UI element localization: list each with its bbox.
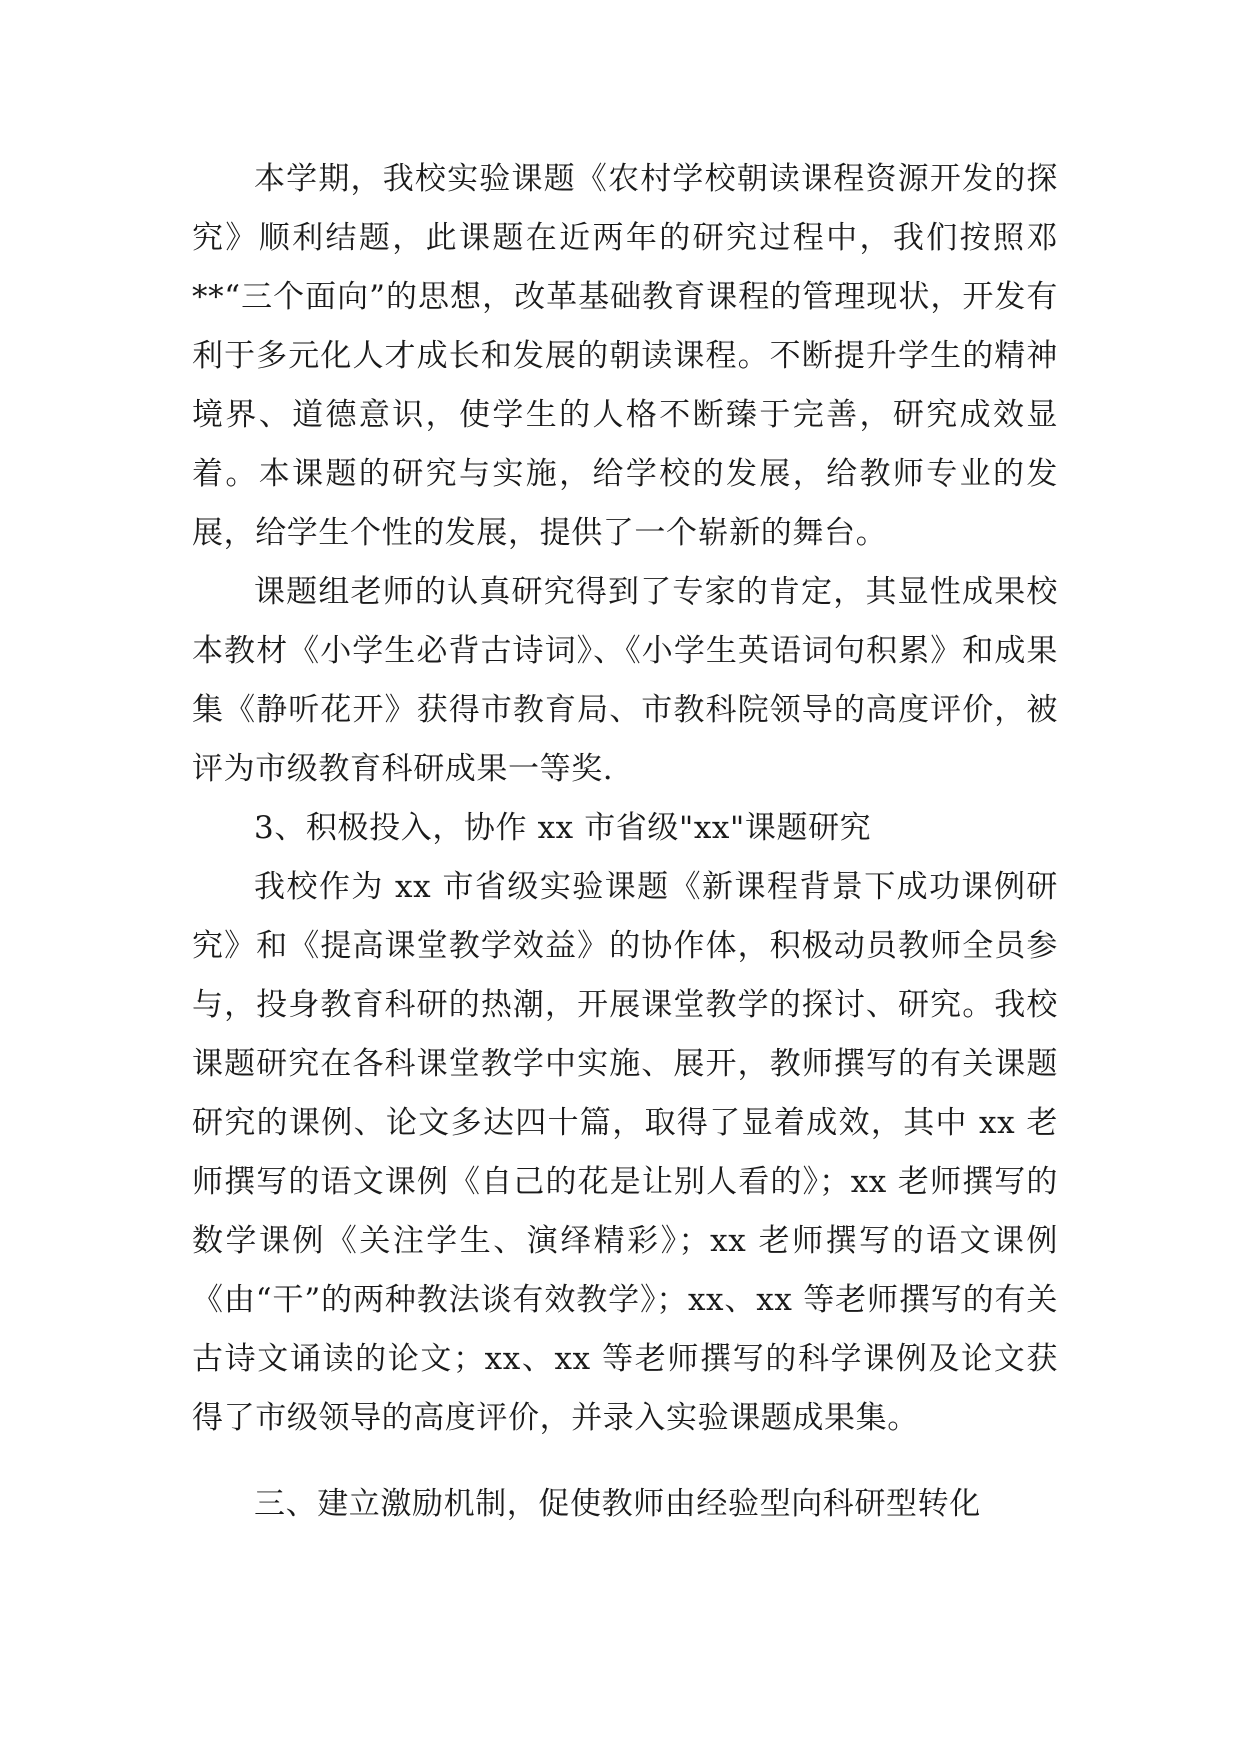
paragraph-research-results: 课题组老师的认真研究得到了专家的肯定，其显性成果校本教材《小学生必背古诗词》、《小学生英语词句积累》和成果集《静听花开》获得市教育局、市教科院领导的高度评价，被评为市级教育科研成果一等奖. — [192, 574, 1058, 787]
paragraph-collaboration: 我校作为 xx 市省级实验课题《新课程背景下成功课例研究》和《提高课堂教学效益》的协作体，积极动员教师全员参与，投身教育科研的热潮，开展课堂教学的探讨、研究。我校课题研究在各科课堂教学中实施、展开，教师撰写的有关课题研究的课例、论文多达四十篇，取得了显着成效，其中 xx 老师撰写的语文课例《自己的花是让别人看的》；xx 老师撰写的数学课例《关注学生、演绎精彩》；xx 老师撰写的语文课例《由“干”的两种教法谈有效教学》；xx、xx 等老师撰写的有关古诗文诵读的论文；xx、xx 等老师撰写的科学课例及论文获得了市级领导的高度评价，并录入实验课题成果集。 — [192, 869, 1058, 1436]
section-heading-3: 3、积极投入，协作 xx 市省级"xx"课题研究 — [254, 810, 872, 846]
paragraph-course-completion: 本学期，我校实验课题《农村学校朝读课程资源开发的探究》顺利结题，此课题在近两年的研究过程中，我们按照邓**“三个面向”的思想，改革基础教育课程的管理现状，开发有利于多元化人才成长和发展的朝读课程。不断提升学生的精神境界、道德意识，使学生的人格不断臻于完善，研究成效显着。本课题的研究与实施，给学校的发展，给教师专业的发展，给学生个性的发展，提供了一个崭新的舞台。 — [192, 161, 1058, 551]
section-heading-incentive: 三、建立激励机制，促使教师由经验型向科研型转化 — [254, 1486, 981, 1522]
document-body — [192, 150, 1058, 1534]
